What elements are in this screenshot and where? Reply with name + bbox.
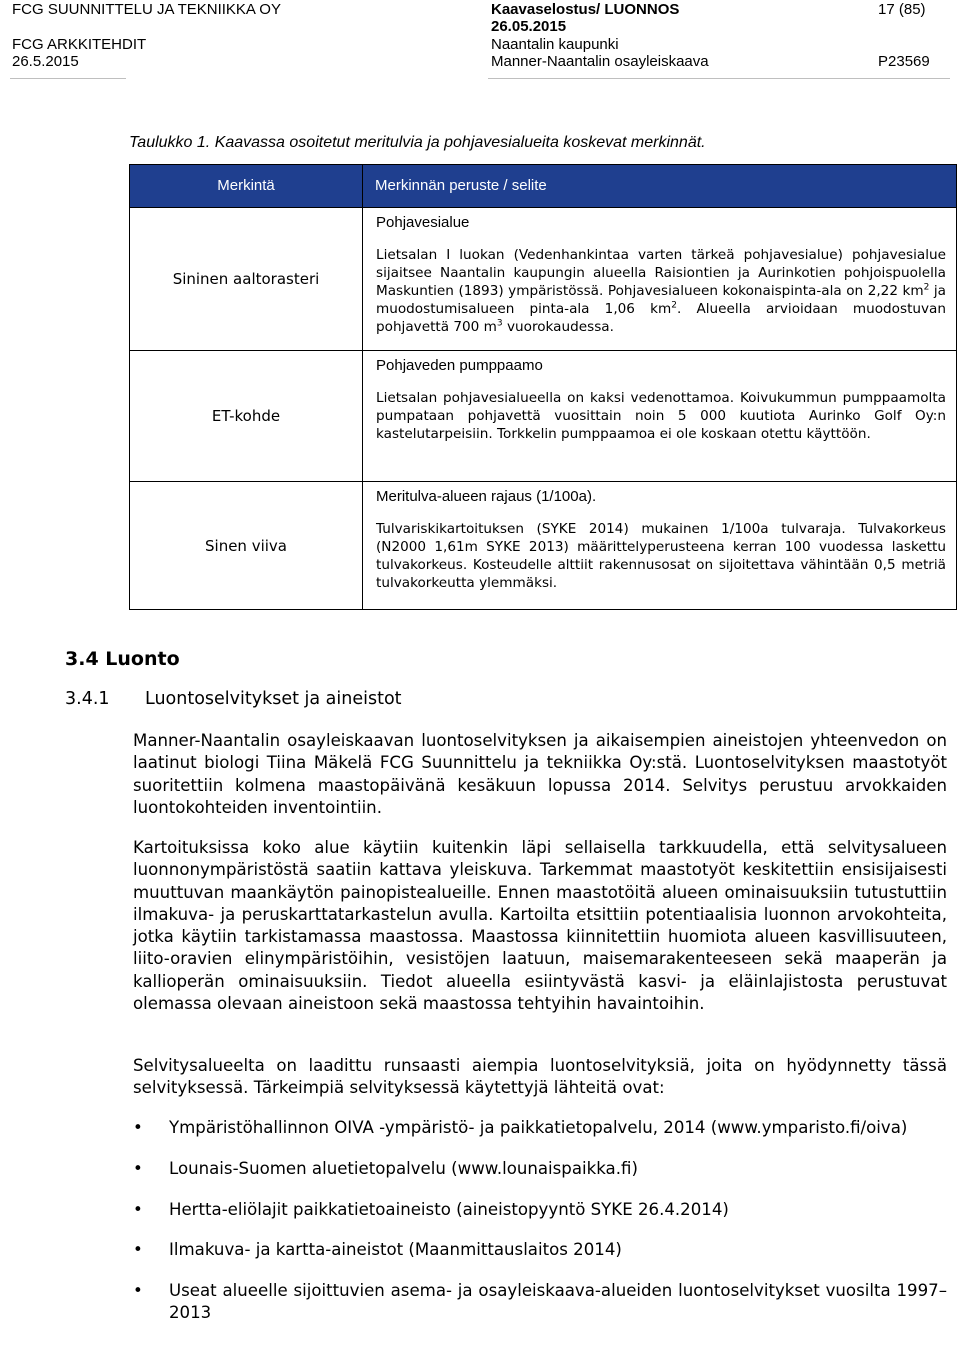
merkinta-cell: Sinen viiva xyxy=(130,482,363,610)
page-number: 17 (85) xyxy=(878,1,926,18)
subsection-number: 3.4.1 xyxy=(65,689,110,709)
peruste-cell xyxy=(363,482,957,610)
subsection-title: Luontoselvitykset ja aineistot xyxy=(145,689,402,709)
row-title: Pohjavesialue xyxy=(376,214,470,231)
row-description: Lietsalan I luokan (Vedenhankintaa varten tärkeä pohjavesialue) pohjavesialue sijaitsee Naantalin kaupungin alueella Raisiontien ja Aurinkotien pohjoispuolella Maskuntien (1893) ympäristössä. Pohjavesialueen kokonaispinta-ala on 2,22 $km^2$ ja muodostumisalueen pinta-ala 1,06 $km^2$. Alueella arvioidaan muodostuvan pohjavettä 700 $m^3$ vuorokaudessa. xyxy=(376,247,947,335)
row-description: Lietsalan pohjavesialueella on kaksi vedenottamoa. Koivukummun pumppaamolta pumpataan pohjavettä vuosittain noin 5 000 kuutiota Aurinko Golf Oy:n kastelutarpeisiin. Torkkelin pumppaamoa ei ole koskaan otettu käyttöön. xyxy=(376,390,946,442)
header-divider xyxy=(10,78,126,79)
paragraph: Kartoituksissa koko alue käytiin kuitenkin läpi sellaisella tarkkuudella, että selvitysalueen luonnonympäristöstä saatiin kattava yleiskuva. Tarkemmat maastotyöt keskitettiin ensisijaisesti muuttuvan maankäytön painopistealueille. Ennen maastotöitä alueen ominaisuuksiin tutustuttiin ilmakuva- ja peruskarttatarkastelun avulla. Kartoilta etsittiin potentiaalisia luonnon arvokohteita, jotka käytiin tarkistamassa maastossa. Maastossa kiinnitettiin huomiota alueen kasvillisuuteen, liito-oravien elinympäristöihin, vesistöjen laatuun, maisemarakenteeseen sekä maaperän ja kallioperän ominaisuuksiin. Tiedot alueella esiintyvästä kasvi- ja eläinlajistosta perustuvat olemassa olevaan aineistoon sekä maastossa tehtyihin havaintoihin. xyxy=(133,838,947,1014)
peruste-cell xyxy=(363,351,957,482)
table-row xyxy=(130,208,957,351)
row-title: Meritulva-alueen rajaus (1/100a). xyxy=(376,488,597,505)
bullet-icon: • xyxy=(133,1281,143,1301)
column-header-merkinta: Merkintä xyxy=(130,165,363,208)
merkinta-cell: ET-kohde xyxy=(130,351,363,482)
column-header-peruste: Merkinnän peruste / selite xyxy=(363,165,957,208)
merkinta-cell: Sininen aaltorasteri xyxy=(130,208,363,351)
peruste-cell xyxy=(363,208,957,351)
bullet-icon: • xyxy=(133,1118,143,1137)
list-item: • Lounais-Suomen aluetietopalvelu (www.lounaispaikka.fi) xyxy=(133,1158,947,1180)
list-item: • Ympäristöhallinnon OIVA -ympäristö- ja paikkatietopalvelu, 2014 (www.ymparisto.fi/oiva) xyxy=(133,1117,947,1139)
section-heading: 3.4 Luonto xyxy=(65,648,180,670)
table-row xyxy=(130,351,957,482)
paragraph: Manner-Naantalin osayleiskaavan luontoselvityksen ja aikaisempien aineistojen yhteenvedon on laatinut biologi Tiina Mäkelä FCG Suunnittelu ja tekniikka Oy:stä. Luontoselvityksen maastotyöt suoritettiin kolmena maastopäivänä kesäkuun lopussa 2014. Selvitys perustuu arvokkaiden luontokohteiden inventointiin. xyxy=(133,731,947,817)
list-item: • Hertta-eliölajit paikkatietoaineisto (aineistopyyntö SYKE 26.4.2014) xyxy=(133,1199,947,1221)
header-divider xyxy=(488,78,950,79)
subsection-heading xyxy=(65,689,402,709)
bullet-icon: • xyxy=(133,1199,143,1219)
list-item: • Ilmakuva- ja kartta-aineistot (Maanmittauslaitos 2014) xyxy=(133,1239,947,1261)
header-date: 26.5.2015 xyxy=(12,53,79,70)
table-row xyxy=(130,482,957,610)
bullet-icon: • xyxy=(133,1158,143,1178)
document-date: 26.05.2015 xyxy=(491,18,567,35)
sources-list xyxy=(133,1117,947,1343)
list-item: • Useat alueelle sijoittuvien asema- ja osayleiskaava-alueiden luontoselvitykset vuosilta 1997–2013 xyxy=(133,1281,947,1323)
company-name: FCG SUUNNITTELU JA TEKNIIKKA OY xyxy=(12,1,281,18)
table-header-row xyxy=(130,165,957,208)
client-name: Naantalin kaupunki xyxy=(491,36,619,53)
company-name-2: FCG ARKKITEHDIT xyxy=(12,36,147,53)
table-caption: Taulukko 1. Kaavassa osoitetut meritulvia ja pohjavesialueita koskevat merkinnät. xyxy=(129,134,706,151)
paragraph: Selvitysalueelta on laadittu runsaasti aiempia luontoselvityksiä, joita on hyödynnetty tässä selvityksessä. Tärkeimpiä selvityksessä käytettyjä lähteitä ovat: xyxy=(133,1056,947,1098)
bullet-icon: • xyxy=(133,1240,143,1260)
row-description: Tulvariskikartoituksen (SYKE 2014) mukainen 1/100a tulvaraja. Tulvakorkeus (N2000 1,61m SYKE 2013) määrittelyperusteena kerran 100 vuodessa laskettu tulvakorkeus. Kosteudelle alttiit rakennusosat on sijoitettava vähintään 0,5 metriä tulvakorkeutta ylemmäksi. xyxy=(376,521,946,591)
document-title: Kaavaselostus/ LUONNOS xyxy=(491,1,680,18)
row-title: Pohjaveden pumppaamo xyxy=(376,357,543,374)
merkinnat-table xyxy=(129,164,957,610)
project-number: P23569 xyxy=(878,53,930,70)
project-name: Manner-Naantalin osayleiskaava xyxy=(491,53,709,70)
